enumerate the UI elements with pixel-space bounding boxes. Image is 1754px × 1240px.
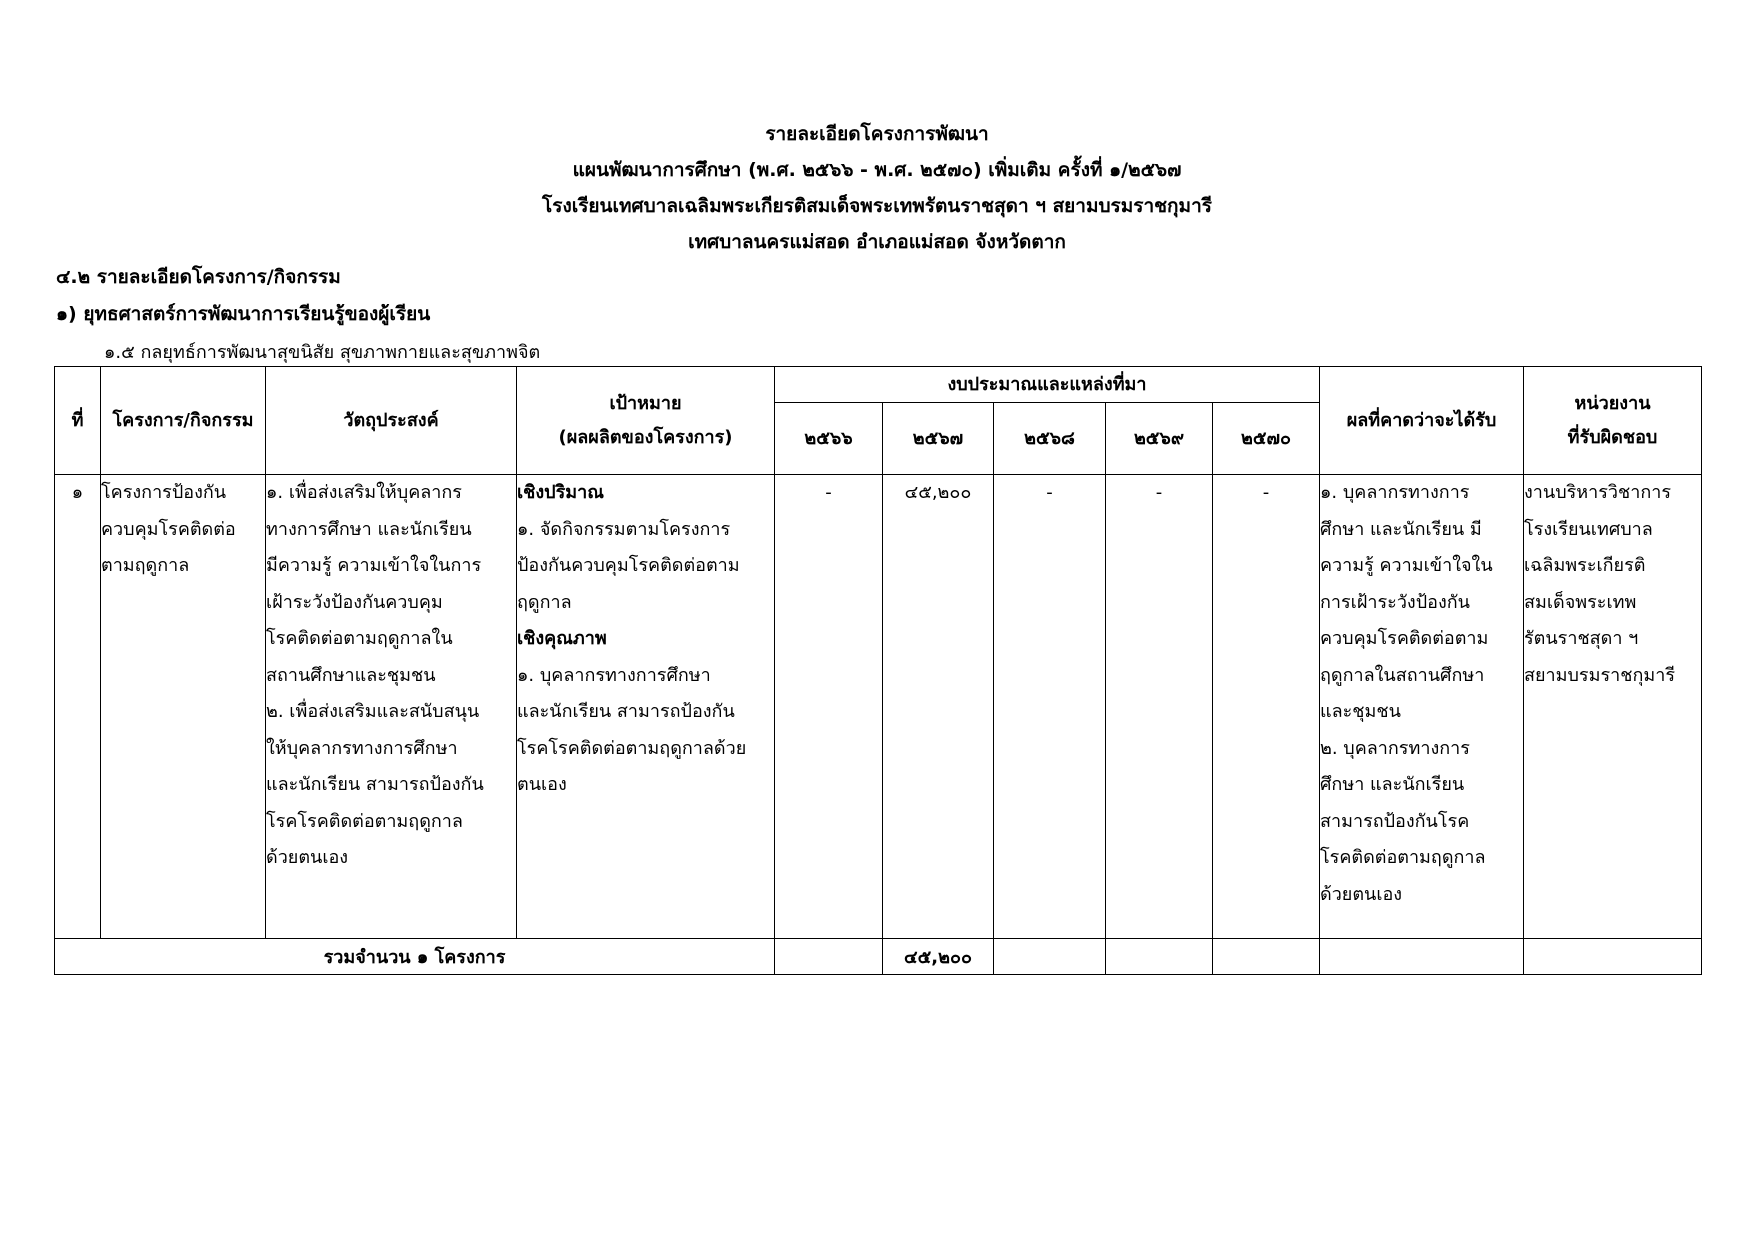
objective-line: ด้วยตนเอง bbox=[266, 847, 349, 868]
total-2570 bbox=[1213, 939, 1320, 975]
total-2569 bbox=[1106, 939, 1213, 975]
unit-line: เฉลิมพระเกียรติ bbox=[1524, 555, 1646, 576]
header-target bbox=[517, 367, 775, 475]
total-2567: ๔๕,๒๐๐ bbox=[883, 939, 994, 975]
header-year-2566: ๒๕๖๖ bbox=[775, 403, 883, 475]
header-unit bbox=[1524, 367, 1702, 475]
unit-line: รัตนราชสุดา ฯ bbox=[1524, 628, 1639, 649]
unit-line: งานบริหารวิชาการ bbox=[1524, 482, 1672, 503]
table-row bbox=[55, 475, 1702, 939]
school-name: โรงเรียนเทศบาลเฉลิมพระเกียรติสมเด็จพระเทพรัตนราชสุดา ฯ สยามบรมราชกุมารี bbox=[542, 195, 1212, 217]
expected-line: ศึกษา และนักเรียน bbox=[1320, 774, 1465, 795]
document-title: รายละเอียดโครงการพัฒนา bbox=[765, 123, 989, 145]
project-table bbox=[54, 366, 1702, 975]
header-year-2569: ๒๕๖๙ bbox=[1106, 403, 1213, 475]
target-quantity-label: เชิงปริมาณ bbox=[517, 482, 604, 503]
budget-2566: - bbox=[775, 475, 883, 939]
objective-line: โรคติดต่อตามฤดูกาลใน bbox=[266, 628, 453, 649]
expected-line: ด้วยตนเอง bbox=[1320, 883, 1403, 905]
objective-line: มีความรู้ ความเข้าใจในการ bbox=[266, 555, 482, 576]
row-no: ๑ bbox=[55, 475, 101, 939]
header-year-2567: ๒๕๖๗ bbox=[883, 403, 994, 475]
strategy-heading: ๑) ยุทธศาสตร์การพัฒนาการเรียนรู้ของผู้เรียน bbox=[56, 303, 431, 325]
header-target-line2: (ผลผลิตของโครงการ) bbox=[558, 426, 733, 448]
header-year-2568: ๒๕๖๘ bbox=[994, 403, 1106, 475]
header-year-2570: ๒๕๗๐ bbox=[1213, 403, 1320, 475]
expected-line: โรคติดต่อตามฤดูกาล bbox=[1320, 847, 1486, 868]
plan-title: แผนพัฒนาการศึกษา (พ.ศ. ๒๕๖๖ - พ.ศ. ๒๕๗๐) เพิ่มเติม ครั้งที่ ๑/๒๕๖๗ bbox=[572, 159, 1182, 181]
expected-line: และชุมชน bbox=[1320, 701, 1401, 722]
header-unit-line2: ที่รับผิดชอบ bbox=[1567, 426, 1658, 448]
total-2568 bbox=[994, 939, 1106, 975]
section-heading: ๔.๒ รายละเอียดโครงการ/กิจกรรม bbox=[56, 266, 341, 288]
target-line: โรคโรคติดต่อตามฤดูกาลด้วย bbox=[517, 737, 747, 759]
row-expected bbox=[1320, 475, 1524, 939]
header-budget: งบประมาณและแหล่งที่มา bbox=[775, 367, 1320, 403]
total-unit bbox=[1524, 939, 1702, 975]
unit-line: สมเด็จพระเทพ bbox=[1524, 591, 1637, 613]
objective-line: ๒. เพื่อส่งเสริมและสนับสนุน bbox=[266, 701, 480, 722]
expected-line: ๒. บุคลากรทางการ bbox=[1320, 737, 1470, 759]
row-unit bbox=[1524, 475, 1702, 939]
total-row bbox=[55, 939, 1702, 975]
target-line: ตนเอง bbox=[517, 774, 567, 795]
row-target bbox=[517, 475, 775, 939]
target-line: และนักเรียน สามารถป้องกัน bbox=[517, 701, 735, 722]
expected-line: สามารถป้องกันโรค bbox=[1320, 810, 1470, 832]
objective-line: ทางการศึกษา และนักเรียน bbox=[266, 518, 472, 540]
objective-line: ให้บุคลากรทางการศึกษา bbox=[266, 737, 458, 759]
total-2566 bbox=[775, 939, 883, 975]
target-line: ๑. บุคลากรทางการศึกษา bbox=[517, 664, 711, 686]
expected-line: ศึกษา และนักเรียน มี bbox=[1320, 518, 1482, 540]
municipality-name: เทศบาลนครแม่สอด อำเภอแม่สอด จังหวัดตาก bbox=[688, 231, 1066, 253]
row-project bbox=[101, 475, 266, 939]
header-target-line1: เป้าหมาย bbox=[609, 392, 682, 414]
total-expected bbox=[1320, 939, 1524, 975]
expected-line: ควบคุมโรคติดต่อตาม bbox=[1320, 628, 1489, 649]
unit-line: โรงเรียนเทศบาล bbox=[1524, 518, 1653, 540]
objective-line: ๑. เพื่อส่งเสริมให้บุคลากร bbox=[266, 482, 462, 503]
budget-2570: - bbox=[1213, 475, 1320, 939]
target-quality-label: เชิงคุณภาพ bbox=[517, 628, 607, 649]
total-label: รวมจำนวน ๑ โครงการ bbox=[55, 939, 775, 975]
project-line: ควบคุมโรคติดต่อ bbox=[101, 518, 236, 540]
budget-2568: - bbox=[994, 475, 1106, 939]
objective-line: และนักเรียน สามารถป้องกัน bbox=[266, 774, 484, 795]
header-expected: ผลที่คาดว่าจะได้รับ bbox=[1320, 367, 1524, 475]
expected-line: ความรู้ ความเข้าใจใน bbox=[1320, 555, 1493, 576]
objective-line: เฝ้าระวังป้องกันควบคุม bbox=[266, 591, 443, 613]
unit-line: สยามบรมราชกุมารี bbox=[1524, 664, 1675, 686]
header-unit-line1: หน่วยงาน bbox=[1574, 392, 1651, 414]
document-title-block bbox=[0, 116, 1754, 260]
target-line: ๑. จัดกิจกรรมตามโครงการ bbox=[517, 518, 731, 540]
header-project: โครงการ/กิจกรรม bbox=[101, 367, 266, 475]
budget-2569: - bbox=[1106, 475, 1213, 939]
objective-line: สถานศึกษาและชุมชน bbox=[266, 664, 436, 686]
expected-line: การเฝ้าระวังป้องกัน bbox=[1320, 591, 1470, 613]
substrategy-heading: ๑.๕ กลยุทธ์การพัฒนาสุขนิสัย สุขภาพกายและสุขภาพจิต bbox=[104, 342, 541, 363]
budget-2567: ๔๕,๒๐๐ bbox=[883, 475, 994, 939]
project-line: โครงการป้องกัน bbox=[101, 482, 227, 503]
expected-line: ๑. บุคลากรทางการ bbox=[1320, 482, 1470, 503]
project-line: ตามฤดูกาล bbox=[101, 555, 190, 576]
target-line: ป้องกันควบคุมโรคติดต่อตาม bbox=[517, 555, 740, 576]
header-no: ที่ bbox=[55, 367, 101, 475]
header-objective: วัตถุประสงค์ bbox=[266, 367, 517, 475]
objective-line: โรคโรคติดต่อตามฤดูกาล bbox=[266, 810, 463, 832]
row-objective bbox=[266, 475, 517, 939]
target-line: ฤดูกาล bbox=[517, 591, 572, 613]
expected-line: ฤดูกาลในสถานศึกษา bbox=[1320, 664, 1485, 686]
